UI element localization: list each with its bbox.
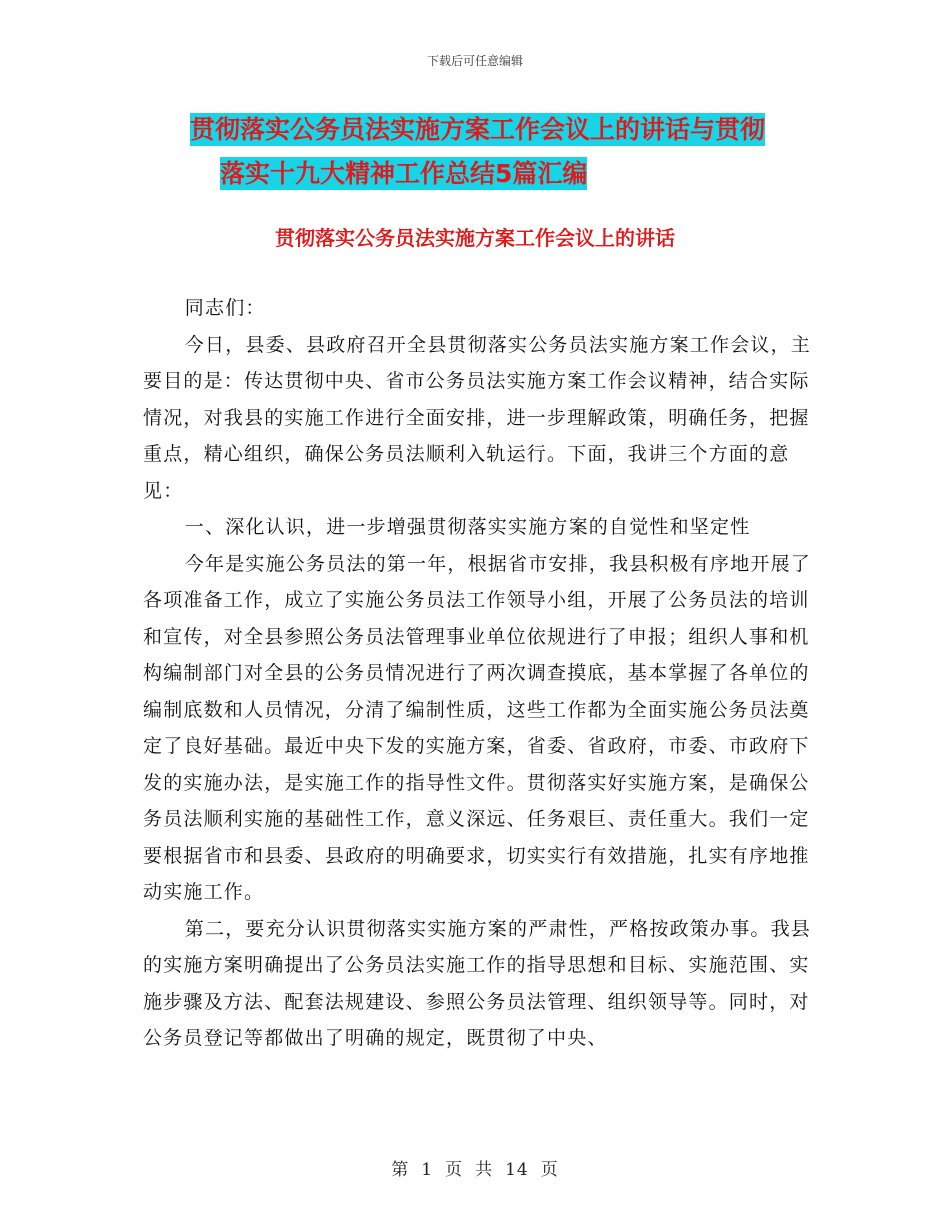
document-title [190, 108, 830, 196]
page-footer [0, 1155, 950, 1180]
footer-total-prefix: 共 [475, 1160, 494, 1180]
body-text [143, 290, 815, 1057]
title-line-1: 贯彻落实公务员法实施方案工作会议上的讲话与贯彻 [190, 115, 766, 144]
paragraph-heading: 一、深化认识，进一步增强贯彻落实实施方案的自觉性和坚定性 [184, 516, 751, 538]
paragraph-greeting: 同志们： [184, 297, 266, 319]
page-number: 1 [421, 1160, 434, 1180]
paragraph: 今日，县委、县政府召开全县贯彻落实公务员法实施方案工作会议，主要目的是：传达贯彻中央、省市公务员法实施方案工作会议精神，结合实际情况，对我县的实施工作进行全面安排，进一步理解政策，明确任务，把握重点，精心组织，确保公务员法顺利入轨运行。下面，我讲三个方面的意见： [143, 333, 811, 502]
footer-page-unit: 页 [445, 1160, 464, 1180]
title-line-2: 落实十九大精神工作总结5篇汇编 [220, 159, 588, 188]
footer-total-unit: 页 [540, 1160, 559, 1180]
section-title: 贯彻落实公务员法实施方案工作会议上的讲话 [275, 226, 675, 250]
paragraph: 今年是实施公务员法的第一年，根据省市安排，我县积极有序地开展了各项准备工作，成立了实施公务员法工作领导小组，开展了公务员法的培训和宣传，对全县参照公务员法管理事业单位依规进行了申报；组织人事和机构编制部门对全县的公务员情况进行了两次调查摸底，基本掌握了各单位的编制底数和人员情况，分清了编制性质，这些工作都为全面实施公务员法奠定了良好基础。最近中央下发的实施方案，省委、省政府，市委、市政府下发的实施办法，是实施工作的指导性文件。贯彻落实好实施方案，是确保公务员法顺利实施的基础性工作，意义深远、任务艰巨、责任重大。我们一定要根据省市和县委、县政府的明确要求，切实实行有效措施，扎实有序地推动实施工作。 [143, 552, 811, 903]
footer-prefix: 第 [391, 1160, 410, 1180]
header-note: 下载后可任意编辑 [426, 54, 523, 68]
paragraph: 第二，要充分认识贯彻落实实施方案的严肃性，严格按政策办事。我县的实施方案明确提出了公务员法实施工作的指导思想和目标、实施范围、实施步骤及方法、配套法规建设、参照公务员法管理、组织领导等。同时，对公务员登记等都做出了明确的规定，既贯彻了中央、 [143, 917, 811, 1049]
page-total: 14 [505, 1160, 529, 1180]
